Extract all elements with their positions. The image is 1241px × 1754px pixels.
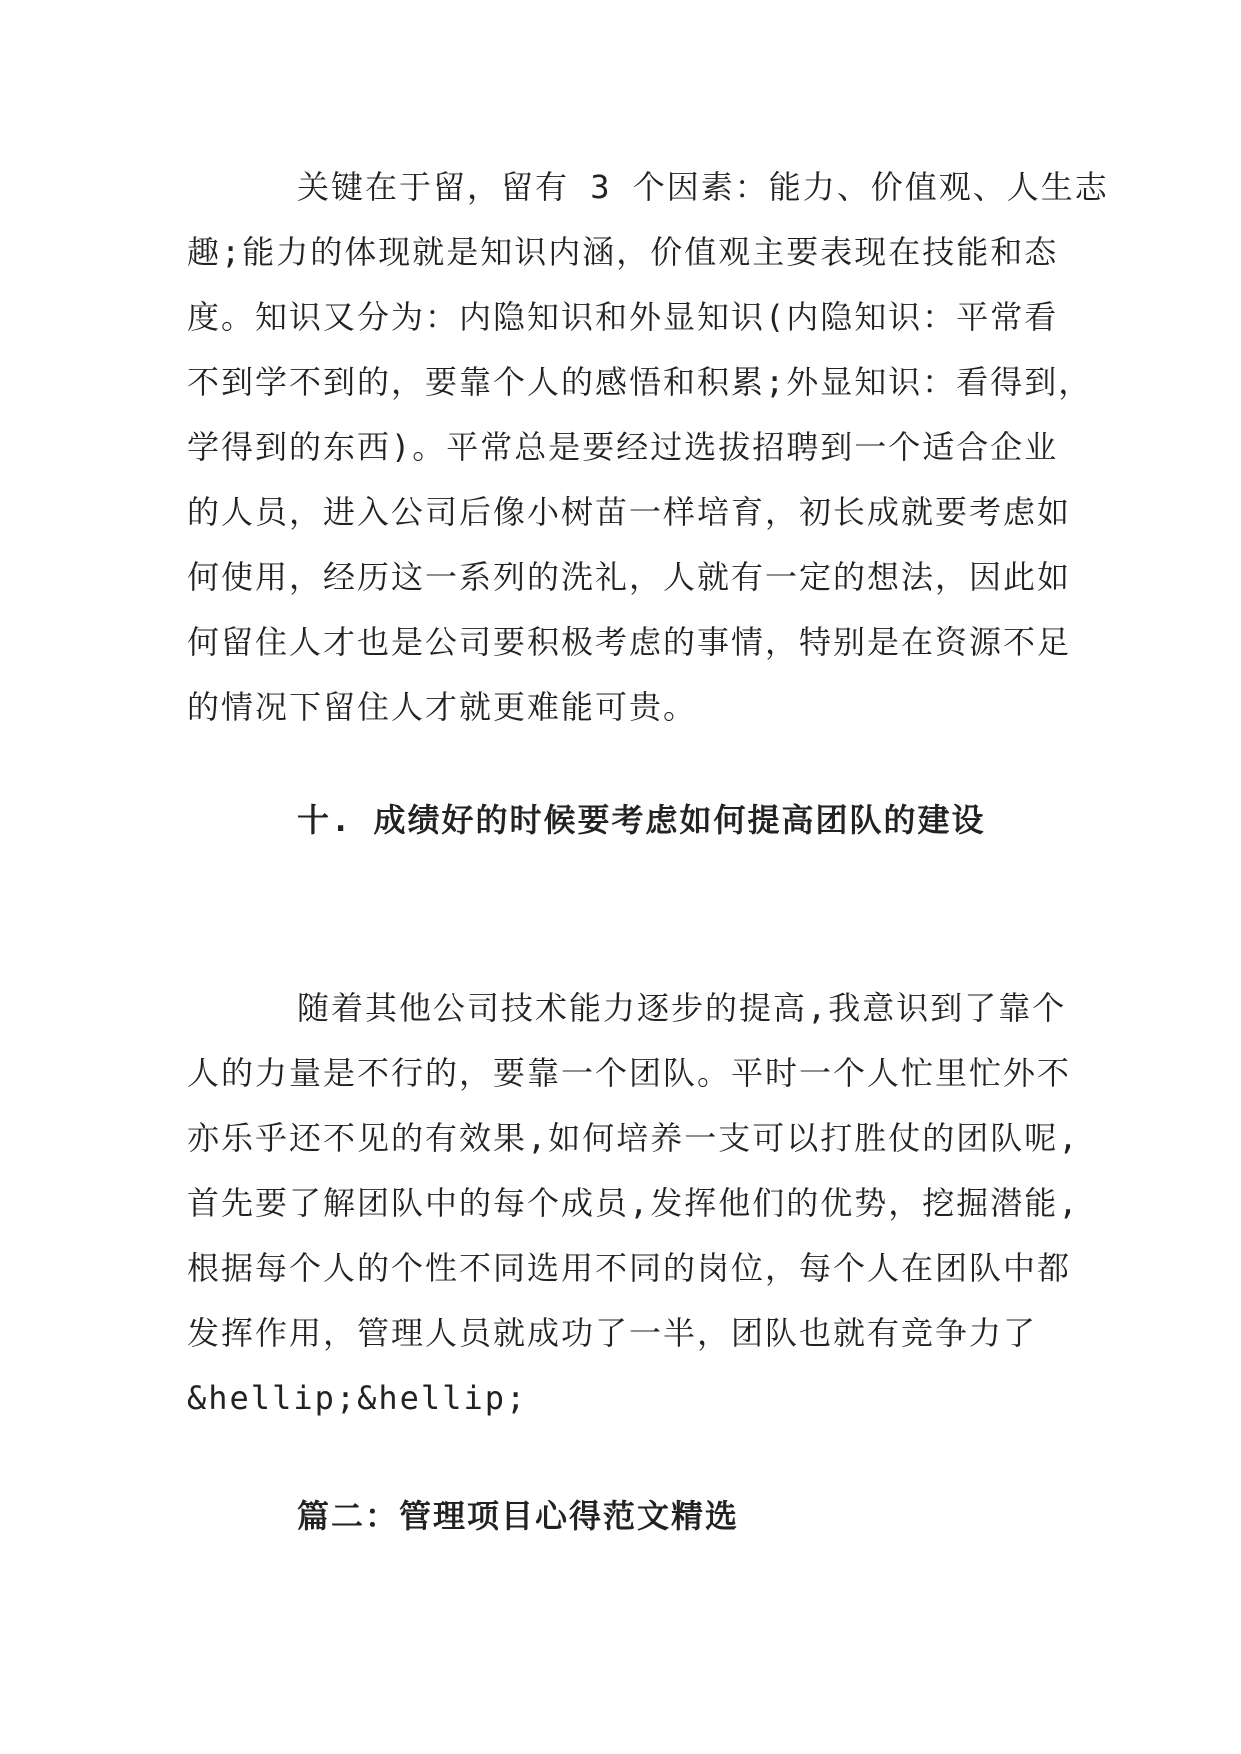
paragraph-line: 何使用，经历这一系列的洗礼，人就有一定的想法，因此如	[187, 558, 1072, 596]
paragraph-line: &hellip;&hellip;	[187, 1379, 528, 1417]
paragraph-line: 何留住人才也是公司要积极考虑的事情，特别是在资源不足	[187, 623, 1072, 661]
paragraph-line: 随着其他公司技术能力逐步的提高,我意识到了靠个	[297, 989, 1067, 1027]
paragraph-line: 的情况下留住人才就更难能可贵。	[187, 688, 698, 726]
body-paragraph	[187, 976, 1080, 1431]
body-paragraph	[187, 155, 1109, 740]
paragraph-line: 不到学不到的，要靠个人的感悟和积累;外显知识：看得到，	[187, 363, 1093, 401]
article-heading: 篇二：管理项目心得范文精选	[297, 1497, 740, 1535]
paragraph-line: 度。知识又分为：内隐知识和外显知识(内隐知识：平常看	[187, 298, 1059, 336]
paragraph-line: 根据每个人的个性不同选用不同的岗位，每个人在团队中都	[187, 1249, 1072, 1287]
paragraph-line: 的人员，进入公司后像小树苗一样培育，初长成就要考虑如	[187, 493, 1072, 531]
paragraph-line: 首先要了解团队中的每个成员,发挥他们的优势，挖掘潜能,	[187, 1184, 1080, 1222]
section-heading: 十. 成绩好的时候要考虑如何提高团队的建设	[297, 801, 986, 839]
paragraph-line: 发挥作用，管理人员就成功了一半，团队也就有竞争力了	[187, 1314, 1038, 1352]
paragraph-line: 人的力量是不行的，要靠一个团队。平时一个人忙里忙外不	[187, 1054, 1072, 1092]
paragraph-line: 趣;能力的体现就是知识内涵，价值观主要表现在技能和态	[187, 233, 1059, 271]
paragraph-line: 学得到的东西)。平常总是要经过选拔招聘到一个适合企业	[187, 428, 1059, 466]
paragraph-line: 关键在于留，留有 3 个因素：能力、价值观、人生志	[297, 168, 1109, 206]
paragraph-line: 亦乐乎还不见的有效果,如何培养一支可以打胜仗的团队呢,	[187, 1119, 1080, 1157]
